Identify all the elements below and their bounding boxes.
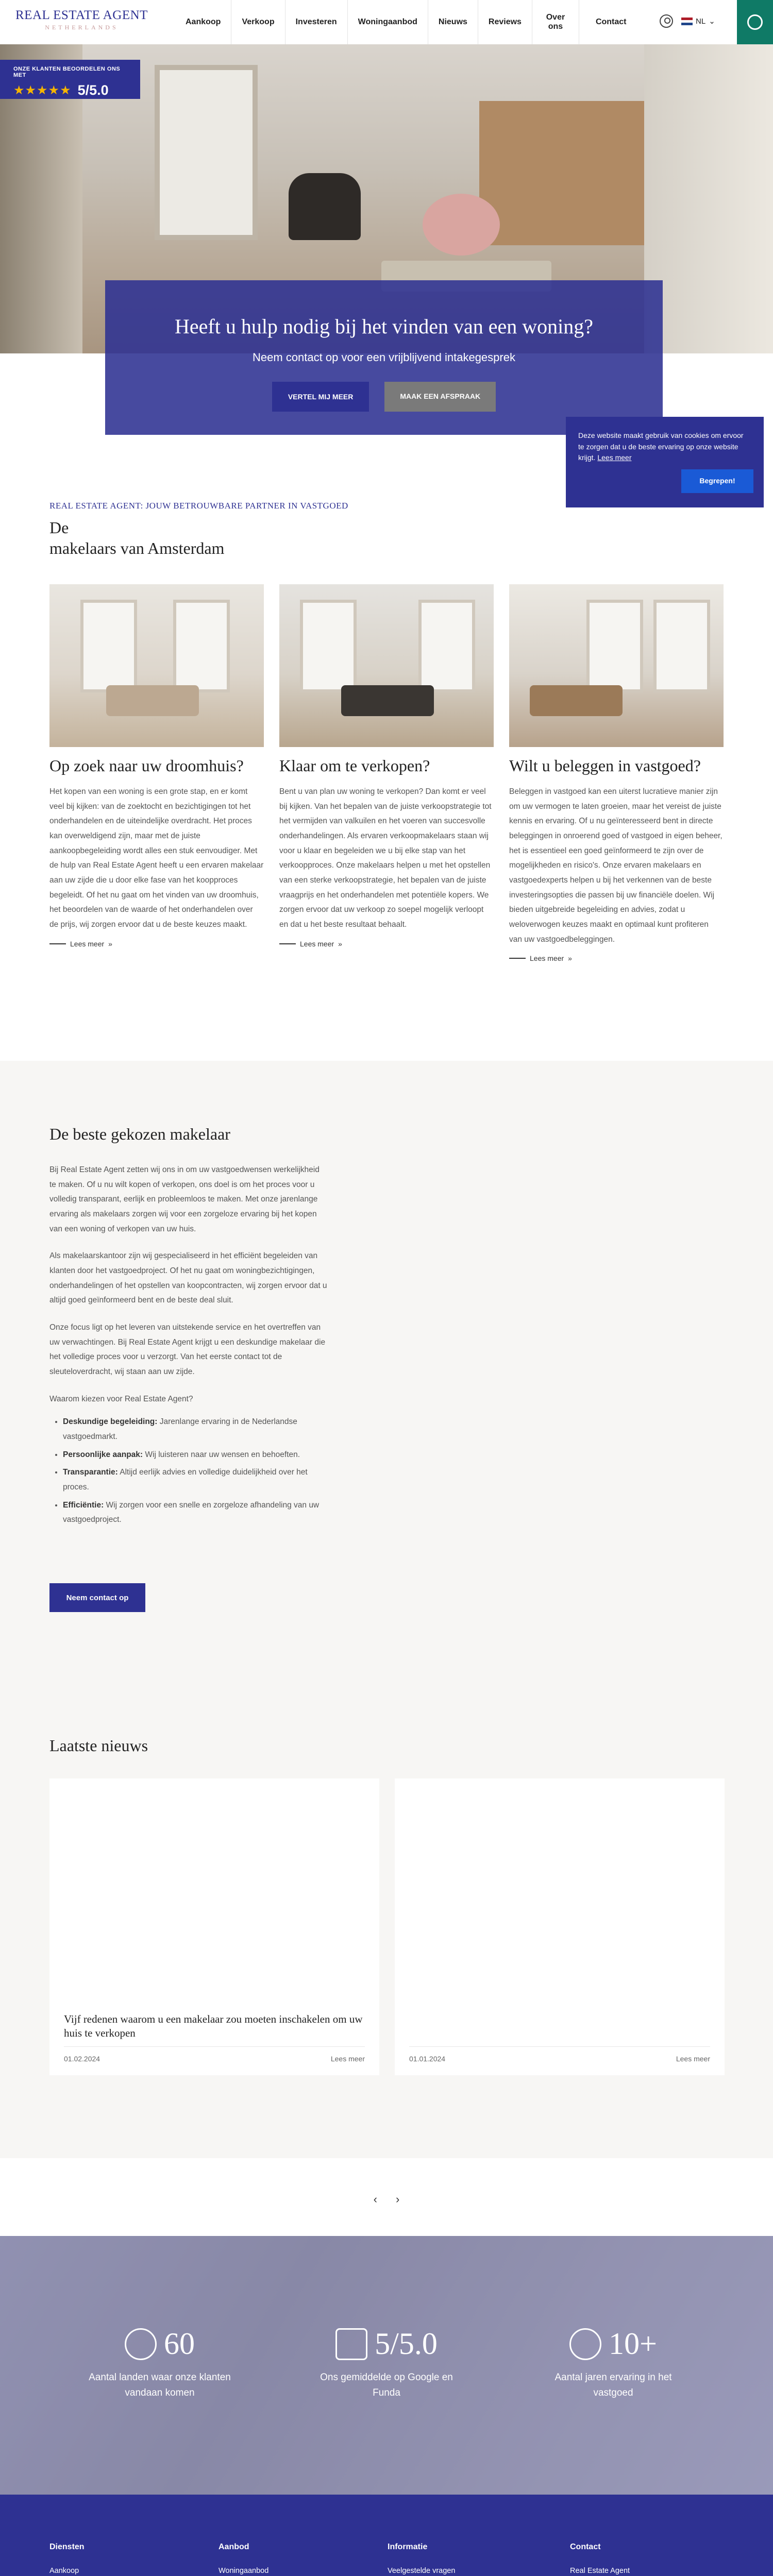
- hero-window: [155, 65, 258, 240]
- footer-heading: Diensten: [49, 2543, 85, 2551]
- language-selector[interactable]: [681, 16, 715, 26]
- service-card-sell: [279, 584, 494, 962]
- contact-button[interactable]: Neem contact op: [49, 1583, 145, 1612]
- read-more-label: Lees meer: [530, 954, 564, 963]
- list-item-text: Wij zorgen voor een snelle en zorgeloze afhandeling van uw vastgoedproject.: [63, 1500, 320, 1524]
- rating-score: 5/5.0: [77, 82, 109, 98]
- image-window: [300, 600, 357, 692]
- list-item-label: Efficiëntie:: [63, 1500, 104, 1510]
- stat-value: 5/5.0: [375, 2327, 438, 2361]
- intro-title-line1: De: [49, 518, 69, 537]
- card-title: Wilt u beleggen in vastgoed?: [509, 756, 701, 775]
- divider: [64, 2046, 365, 2047]
- about-paragraph: Onze focus ligt op het leveren van uitstekende service en het overtreffen van uw verwachtingen. Bij Real Estate Agent krijgt u een deskundige makelaar die het volledige proces voor u verzorgt. Van het eerste contact tot de sleuteloverdracht, wij staan aan uw zijde.: [49, 1323, 326, 1377]
- card-text: Bent u van plan uw woning te verkopen? Dan komt er veel bij kijken. Van het bepalen van de juiste verkoopstrategie tot het vermijden van valkuilen en het voeren van succesvolle onderhandelingen. Als ervaren verkoopmakelaars staan wij voor u klaar en begeleiden we u bij elke stap van het verkoopproces. Onze makelaars helpen u met het opstellen van een sterke verkoopstrategie, het bepalen van de juiste vraagprijs en het onderhandelen met potentiële kopers. We zorgen ervoor dat uw verkoop zo soepel mogelijk verloopt en dat u het beste resultaat behaalt.: [279, 787, 492, 929]
- service-card-buy: [49, 584, 264, 962]
- logo-title: REAL ESTATE AGENT: [15, 8, 148, 22]
- news-section: [0, 1643, 773, 2158]
- rating-label: ONZE KLANTEN BEOORDELEN ONS MET: [13, 66, 121, 78]
- news-card[interactable]: [49, 1778, 379, 2075]
- main-nav: [175, 0, 637, 44]
- whatsapp-icon: [747, 14, 763, 30]
- card-text: Het kopen van een woning is een grote stap, en er komt veel bij kijken: van de zoektocht en bezichtigingen tot het onderhandelen en de uiteindelijke overdracht. Het proces kan overweldigend zijn, maar met de juiste aankoopbegeleiding wordt alles een stuk eenvoudiger. Met de hulp van Real Estate Agent heeft u een ervaren makelaar aan uw zijde die u door elke fase van het koopproces begeleidt. Of het nu gaat om het vinden van uw droomhuis, het beoordelen van de waarde of het onderhandelen over de prijs, wij zorgen ervoor dat u de beste keuzes maakt.: [49, 787, 264, 929]
- site-header: [0, 0, 773, 44]
- footer-link[interactable]: Veelgestelde vragen: [388, 2566, 456, 2575]
- stat-label: Aantal jaren ervaring in het vastgoed: [554, 2372, 672, 2399]
- image-window: [173, 600, 230, 692]
- news-date: 01.02.2024: [64, 2055, 100, 2063]
- award-icon: [569, 2328, 601, 2360]
- list-item: [63, 1448, 328, 1463]
- intro-title-line2: makelaars van Amsterdam: [49, 539, 225, 557]
- divider: [409, 2046, 710, 2047]
- image-table: [341, 685, 434, 716]
- stat-rating: [309, 2326, 464, 2401]
- footer-heading: Informatie: [388, 2543, 428, 2551]
- rating-badge[interactable]: [0, 60, 140, 99]
- list-item-label: Persoonlijke aanpak:: [63, 1450, 143, 1459]
- whatsapp-button[interactable]: [737, 0, 773, 44]
- footer-col-offer: [219, 2540, 268, 2576]
- reasons-list: [49, 1415, 328, 1528]
- image-window: [418, 600, 475, 692]
- header-tools: [660, 14, 715, 28]
- nav-contact[interactable]: Contact: [595, 18, 627, 27]
- image-sofa: [106, 685, 199, 716]
- thumbs-up-icon: [335, 2328, 367, 2360]
- card-text: Beleggen in vastgoed kan een uiterst lucratieve manier zijn om uw vermogen te laten groeien, maar het vereist de juiste kennis en ervaring. Of u nu geïnteresseerd bent in directe beleggingen in onroerend goed of vastgoed in eigen beheer, het is essentieel een goed geïnformeerd te zijn over de mogelijkheden en risico's. Onze ervaren makelaars en vastgoedexperts helpen u bij het verkennen van de beste investeringsopties die passen bij uw financiële doelen. Wij bieden uitgebreide begeleiding en advies, zodat u weloverwogen keuzes maakt en optimaal kunt profiteren van uw vastgoedbeleggingen.: [509, 787, 722, 944]
- nav-aankoop[interactable]: Aankoop: [186, 18, 221, 27]
- hero-chair: [289, 173, 361, 240]
- card-image: [279, 584, 494, 747]
- read-more-link[interactable]: [279, 940, 494, 948]
- about-paragraph: Waarom kiezen voor Real Estate Agent?: [49, 1394, 193, 1403]
- about-paragraph: Als makelaarskantoor zijn wij gespecialiseerd in het efficiënt begeleiden van klanten door het vastgoedproject. Of het nu gaat om woningbezichtigingen, onderhandelingen of het opstellen van koopcontracten, wij zorgen ervoor dat u altijd goed geïnformeerd bent en de beste deal sluit.: [49, 1251, 327, 1305]
- about-paragraph: Bij Real Estate Agent zetten wij ons in om uw vastgoedwensen werkelijkheid te maken. Of u nu wilt kopen of verkopen, ons doel is om het proces voor u volledig transparant, eerlijk en probleemloos te maken. Met onze jarenlange ervaring als makelaars zorgen wij voor een zorgeloze ervaring bij het kopen van een woning of verkopen van uw huis.: [49, 1165, 320, 1233]
- stat-value: 10+: [609, 2327, 657, 2361]
- logo-subtitle: NETHERLANDS: [45, 24, 119, 31]
- hero-flowers: [423, 194, 500, 256]
- image-kitchen: [530, 685, 623, 716]
- nav-verkoop[interactable]: Verkoop: [242, 18, 275, 27]
- stat-experience: [536, 2326, 691, 2401]
- service-card-invest: [509, 584, 724, 962]
- flag-nl-icon: [681, 18, 693, 25]
- list-item-text: Wij luisteren naar uw wensen en behoeften.: [143, 1450, 300, 1459]
- hero-title: Heeft u hulp nodig bij het vinden van een woning?: [174, 315, 594, 338]
- nav-nieuws[interactable]: Nieuws: [438, 18, 467, 27]
- footer-link[interactable]: Aankoop: [49, 2566, 79, 2575]
- stat-label: Aantal landen waar onze klanten vandaan komen: [89, 2372, 231, 2399]
- hero-kitchen: [479, 101, 644, 245]
- cookie-banner: [566, 417, 764, 507]
- chevron-down-icon: ⌄: [709, 17, 715, 26]
- chevron-left-icon[interactable]: ‹: [373, 2193, 377, 2206]
- stat-value: 60: [164, 2327, 195, 2361]
- stats-section: [0, 2236, 773, 2495]
- double-chevron-right-icon: »: [568, 954, 572, 963]
- card-title: Op zoek naar uw droomhuis?: [49, 756, 244, 775]
- news-title: Laatste nieuws: [49, 1736, 148, 1755]
- nav-woningaanbod[interactable]: Woningaanbod: [358, 18, 417, 27]
- make-appointment-button[interactable]: MAAK EEN AFSPRAAK: [384, 382, 496, 412]
- double-chevron-right-icon: »: [108, 939, 112, 948]
- stat-countries: [82, 2326, 237, 2401]
- hero-cta-box: [105, 280, 663, 435]
- list-item-label: Transparantie:: [63, 1468, 118, 1477]
- list-item-text: Altijd eerlijk advies en volledige duidelijkheid over het proces.: [63, 1468, 308, 1492]
- about-text: [49, 1163, 328, 1531]
- news-read-more[interactable]: Lees meer: [330, 2055, 365, 2063]
- cookie-text: Deze website maakt gebruik van cookies om ervoor te zorgen dat u de beste ervaring op onze website krijgt.: [578, 431, 744, 462]
- footer-col-contact: [570, 2540, 678, 2576]
- list-item: [63, 1498, 328, 1528]
- about-section: [0, 1061, 773, 1643]
- footer-col-services: [49, 2540, 85, 2576]
- intro-title: [49, 517, 224, 558]
- news-read-more[interactable]: Lees meer: [676, 2055, 710, 2063]
- list-item-label: Deskundige begeleiding:: [63, 1417, 158, 1427]
- logo[interactable]: [15, 8, 148, 31]
- hero-wall-right: [644, 44, 773, 353]
- line-icon: [279, 943, 296, 944]
- read-more-label: Lees meer: [70, 939, 105, 948]
- list-item: [63, 1465, 328, 1495]
- card-image: [49, 584, 264, 747]
- about-title: De beste gekozen makelaar: [49, 1125, 230, 1143]
- image-window: [80, 600, 137, 692]
- cookie-accept-button[interactable]: Begrepen!: [681, 469, 753, 493]
- news-card[interactable]: [395, 1778, 725, 2075]
- tell-me-more-button[interactable]: VERTEL MIJ MEER: [272, 382, 369, 412]
- image-window: [586, 600, 643, 692]
- image-window: [653, 600, 710, 692]
- read-more-link[interactable]: [509, 954, 724, 962]
- card-image: [509, 584, 724, 747]
- globe-icon: [125, 2328, 157, 2360]
- company-name: Real Estate Agent: [570, 2566, 630, 2575]
- read-more-label: Lees meer: [300, 939, 334, 948]
- read-more-link[interactable]: [49, 940, 264, 948]
- footer-link[interactable]: Woningaanbod: [219, 2566, 269, 2575]
- nav-investeren[interactable]: Investeren: [295, 18, 337, 27]
- news-pager: [0, 2163, 773, 2236]
- chevron-right-icon[interactable]: ›: [396, 2193, 400, 2206]
- site-footer: [0, 2495, 773, 2576]
- hero-subtitle: Neem contact op voor een vrijblijvend intakegesprek: [253, 351, 515, 364]
- list-item: [63, 1415, 328, 1444]
- double-chevron-right-icon: »: [338, 939, 342, 948]
- user-icon[interactable]: [660, 14, 673, 28]
- list-item-text: Jarenlange ervaring in de Nederlandse vastgoedmarkt.: [63, 1417, 297, 1442]
- intro-tagline: REAL ESTATE AGENT: JOUW BETROUWBARE PARTNER IN VASTGOED: [49, 501, 348, 511]
- line-icon: [509, 958, 526, 959]
- nav-over-ons[interactable]: Over ons: [546, 13, 565, 31]
- star-rating-icon: ★★★★★: [13, 83, 72, 97]
- service-cards: [49, 584, 725, 962]
- line-icon: [49, 943, 66, 944]
- cookie-read-more-link[interactable]: Lees meer: [597, 453, 632, 462]
- footer-heading: Aanbod: [219, 2543, 249, 2551]
- language-label: NL: [696, 16, 706, 26]
- footer-col-info: [388, 2540, 455, 2576]
- news-date: 01.01.2024: [409, 2055, 446, 2063]
- nav-reviews[interactable]: Reviews: [488, 18, 522, 27]
- stat-label: Ons gemiddelde op Google en Funda: [320, 2372, 453, 2399]
- card-title: Klaar om te verkopen?: [279, 756, 430, 775]
- footer-heading: Contact: [570, 2543, 601, 2551]
- news-card-title: Vijf redenen waarom u een makelaar zou moeten inschakelen om uw huis te verkopen: [64, 2013, 363, 2040]
